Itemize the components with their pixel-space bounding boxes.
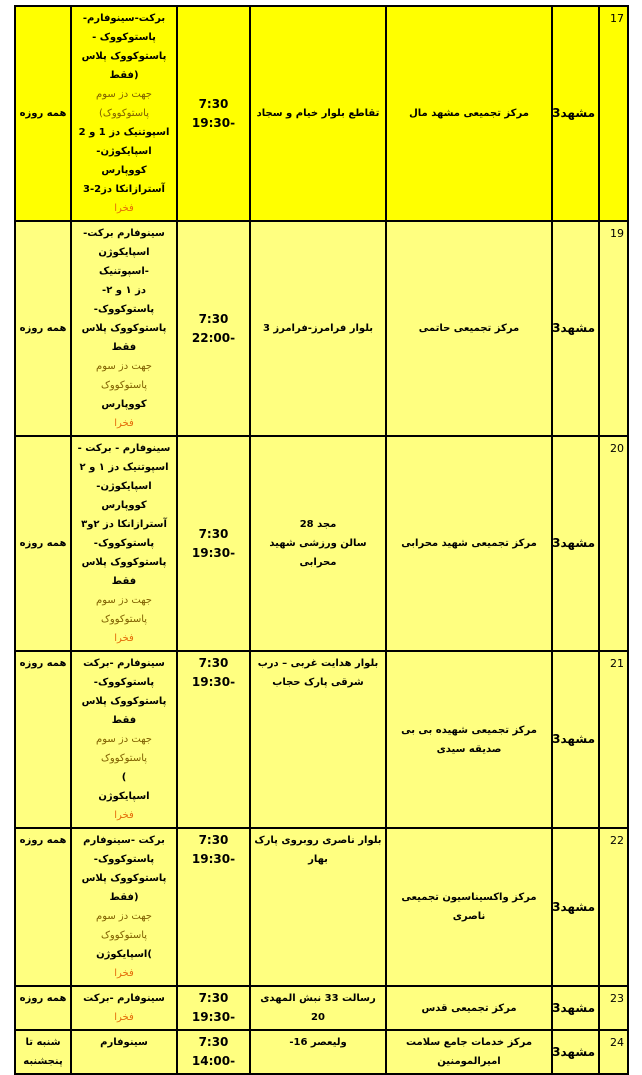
vaccine-fakhra: فخرا (114, 1012, 134, 1023)
city-cell: مشهد3 (552, 6, 599, 221)
vaccines-cell (71, 436, 177, 651)
address-line: سالن ورزشی شهید محرابی (269, 538, 367, 568)
city-cell: مشهد3 (552, 1030, 599, 1074)
vaccine-line: سینوفارم -برکت (83, 993, 165, 1004)
row-number: 19 (599, 221, 628, 436)
vaccine-line: برکت-سینوفارم- (82, 13, 166, 24)
vaccine-line: سینوفارم - برکت - (77, 443, 171, 454)
days-cell: همه روزه (15, 986, 71, 1030)
vaccine-line: جهت دز سوم پاستوکووک (96, 361, 152, 391)
time-cell: 7:30 -19:30 (177, 436, 250, 651)
table-row (15, 436, 628, 651)
table-row (15, 1030, 628, 1074)
address-line: بلوار ناصری روبروی پارک (254, 835, 382, 846)
vaccine-fakhra: فخرا (114, 418, 134, 429)
city-cell: مشهد3 (552, 436, 599, 651)
vaccine-line: آسترازانکا دز ۲و۳ (81, 519, 167, 530)
address-cell (250, 436, 386, 651)
center-name-cell: مرکز تجمیعی مشهد مال (386, 6, 552, 221)
address-cell (250, 221, 386, 436)
time-cell: 7:30 -22:00 (177, 221, 250, 436)
center-name-cell: مرکز واکسیناسیون تجمیعی ناصری (386, 828, 552, 986)
address-cell (250, 1030, 386, 1074)
address-line: تقاطع بلوار خیام و سجاد (256, 108, 380, 119)
row-number: 22 (599, 828, 628, 986)
vaccine-line: پاستوکووک پلاس (فقط (81, 51, 167, 81)
address-line: شرقی پارک حجاب (272, 677, 364, 688)
address-line: بلوار هدایت غربی – درب (257, 658, 379, 669)
vaccine-line: جهت دز سوم پاستوکووک (96, 595, 152, 625)
vaccine-line: اسپوتنیک دز 1 و 2 (78, 127, 170, 138)
days-cell: همه روزه (15, 828, 71, 986)
center-name-cell: مرکز تجمیعی قدس (386, 986, 552, 1030)
vaccine-line: دز ۱ و ۲-پاستوکووک- (93, 285, 155, 315)
vaccine-line: پاستوکووک پلاس فقط (81, 696, 167, 726)
vaccine-fakhra: فخرا (114, 633, 134, 644)
row-number: 17 (599, 6, 628, 221)
vaccines-cell (71, 1030, 177, 1074)
vaccine-line: پاستوکووک پلاس فقط (81, 557, 167, 587)
center-name-cell: مرکز تجمیعی حاتمی (386, 221, 552, 436)
vaccine-line: سینوفارم (100, 1037, 148, 1048)
vaccine-line: پاستوکووک- (93, 538, 155, 549)
days-cell: شنبه تا پنجشنبه (15, 1030, 71, 1074)
vaccine-line: اسپایکوژن -اسپوتنیک (98, 247, 150, 277)
address-line: ولیعصر 16- (289, 1037, 347, 1048)
address-cell (250, 828, 386, 986)
table-row (15, 986, 628, 1030)
address-cell (250, 986, 386, 1030)
vaccination-centers-table (14, 5, 629, 1075)
time-cell: 7:30 -19:30 (177, 828, 250, 986)
city-cell: مشهد3 (552, 651, 599, 828)
vaccine-line: سینوفارم -برکت (83, 658, 165, 669)
vaccine-line: برکت -سینوفارم (83, 835, 165, 846)
vaccine-line: اسپوتنیک دز ۱ و ۲ (79, 462, 169, 473)
vaccine-fakhra: فخرا (114, 203, 134, 214)
vaccine-line: ) (121, 772, 127, 783)
vaccine-line: پاستوکووک- (93, 677, 155, 688)
vaccine-line: اسپایکوژن- کووپارس (96, 146, 152, 176)
row-number: 21 (599, 651, 628, 828)
vaccines-cell (71, 986, 177, 1030)
vaccines-cell (71, 221, 177, 436)
city-cell: مشهد3 (552, 828, 599, 986)
address-cell (250, 6, 386, 221)
vaccine-fakhra: فخرا (114, 810, 134, 821)
time-cell: 7:30 -19:30 (177, 986, 250, 1030)
vaccine-fakhra: فخرا (114, 968, 134, 979)
time-cell: 7:30 -14:00 (177, 1030, 250, 1074)
vaccine-line: جهت دز سوم پاستوکووک (96, 734, 152, 764)
address-line: بلوار فرامرز-فرامرز 3 (262, 323, 374, 334)
address-line: مجد 28 (299, 519, 337, 530)
row-number: 24 (599, 1030, 628, 1074)
vaccine-line: سینوفارم برکت- (83, 228, 165, 239)
vaccine-line: کووپارس (101, 399, 147, 410)
center-name-cell: مرکز تجمیعی شهید محرابی (386, 436, 552, 651)
center-name-cell: مرکز خدمات جامع سلامت امیرالمومنین (386, 1030, 552, 1074)
days-cell: همه روزه (15, 221, 71, 436)
vaccines-cell (71, 651, 177, 828)
center-name-cell: مرکز تجمیعی شهیده بی بی صدیقه سیدی (386, 651, 552, 828)
city-cell: مشهد3 (552, 221, 599, 436)
address-line: رسالت 33 نبش المهدی 20 (260, 993, 376, 1023)
vaccine-line: جهت دز سوم پاستوکووک) (96, 89, 152, 119)
time-cell: 7:30 -19:30 (177, 6, 250, 221)
table-row (15, 6, 628, 221)
table-row (15, 828, 628, 986)
vaccine-line: پاستوکووک- (93, 854, 155, 865)
table-row (15, 221, 628, 436)
vaccines-cell (71, 828, 177, 986)
address-cell (250, 651, 386, 828)
days-cell: همه روزه (15, 651, 71, 828)
time-cell: 7:30 -19:30 (177, 651, 250, 828)
days-cell: همه روزه (15, 436, 71, 651)
vaccine-line: پاستوکووک پلاس (فقط (81, 873, 167, 903)
address-line: بهار (308, 854, 328, 865)
vaccine-line: آسترازانکا دز2-3 (83, 184, 165, 195)
vaccine-line: اسپایکوژن- کووپارس (96, 481, 152, 511)
city-cell: مشهد3 (552, 986, 599, 1030)
vaccine-line: )اسپایکوژن (96, 949, 152, 960)
row-number: 23 (599, 986, 628, 1030)
days-cell: همه روزه (15, 6, 71, 221)
vaccine-line: جهت دز سوم پاستوکووک (96, 911, 152, 941)
vaccine-line: پاستوکووک پلاس فقط (81, 323, 167, 353)
vaccine-line: پاستوکووک - (92, 32, 156, 43)
vaccines-cell (71, 6, 177, 221)
row-number: 20 (599, 436, 628, 651)
vaccine-line: اسپایکوژن (98, 791, 150, 802)
table-row (15, 651, 628, 828)
